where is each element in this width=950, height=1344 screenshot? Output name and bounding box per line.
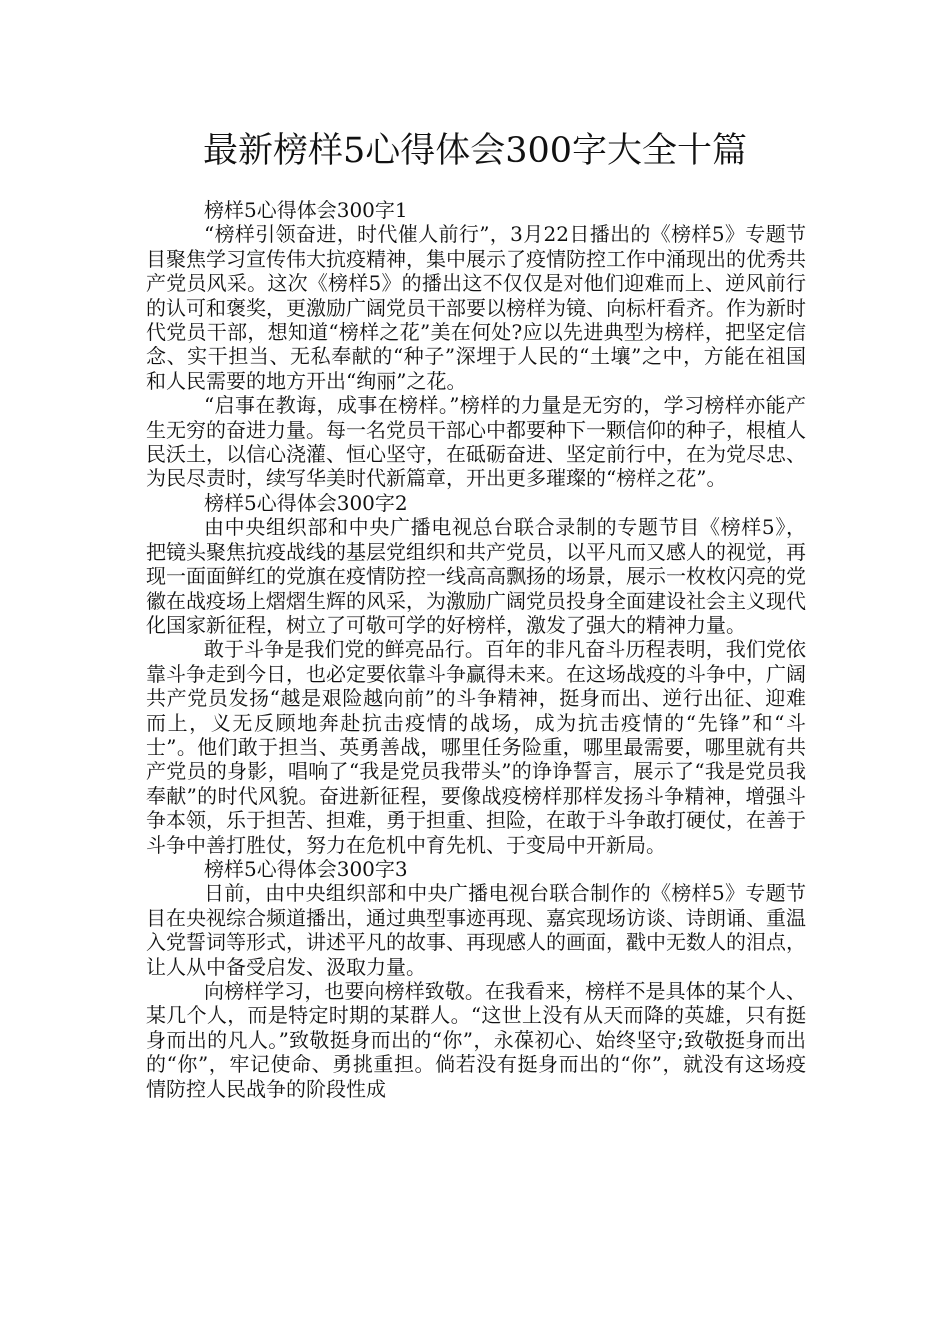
paragraph: 敢于斗争是我们党的鲜亮品行。百年的非凡奋斗历程表明，我们党依靠斗争走到今日，也必定要依靠斗争赢得未来。在这场战疫的斗争中，广阔共产党员发扬“越是艰险越向前”的斗争精神，挺身而出、逆行出征、迎难而上，义无反顾地奔赴抗击疫情的战场，成为抗击疫情的“先锋”和“斗士”。他们敢于担当、英勇善战，哪里任务险重，哪里最需要，哪里就有共产党员的身影，唱响了“我是党员我带头”的诤诤誓言，展示了“我是党员我奉献”的时代风貌。奋进新征程，要像战疫榜样那样发扬斗争精神，增强斗争本领，乐于担苦、担难，勇于担重、担险，在敢于斗争敢打硬仗，在善于斗争中善打胜仗，努力在危机中育先机、于变局中开新局。 xyxy=(146,637,806,857)
section-heading-2: 榜样5心得体会300字2 xyxy=(204,490,408,515)
paragraph: 向榜样学习，也要向榜样致敬。在我看来，榜样不是具体的某个人、某几个人，而是特定时期的某群人。“这世上没有从天而降的英雄，只有挺身而出的凡人。”致敬挺身而出的“你”，永葆初心、始终坚守;致敬挺身而出的“你”，牢记使命、勇挑重担。倘若没有挺身而出的“你”，就没有这场疫情防控人民战争的阶段性成 xyxy=(146,979,806,1101)
paragraph: 由中央组织部和中央广播电视总台联合录制的专题节目《榜样5》，把镜头聚焦抗疫战线的基层党组织和共产党员，以平凡而又感人的视觉，再现一面面鲜红的党旗在疫情防控一线高高飘扬的场景，展示一枚枚闪亮的党徽在战疫场上熠熠生辉的风采，为激励广阔党员投身全面建设社会主义现代化国家新征程，树立了可敬可学的好榜样，激发了强大的精神力量。 xyxy=(146,515,806,637)
paragraph: 日前，由中央组织部和中央广播电视台联合制作的《榜样5》专题节目在央视综合频道播出，通过典型事迹再现、嘉宾现场访谈、诗朗诵、重温入党誓词等形式，讲述平凡的故事、再现感人的画面，戳中无数人的泪点，让人从中备受启发、汲取力量。 xyxy=(146,881,806,979)
section-heading-1: 榜样5心得体会300字1 xyxy=(204,198,408,222)
paragraph: “榜样引领奋进，时代催人前行”，3月22日播出的《榜样5》专题节目聚焦学习宣传伟大抗疫精神，集中展示了疫情防控工作中涌现出的优秀共产党员风采。这次《榜样5》的播出这不仅仅是对他们迎难而上、逆风前行的认可和褒奖，更激励广阔党员干部要以榜样为镜、向标杆看齐。作为新时代党员干部，想知道“榜样之花”美在何处?应以先进典型为榜样，把坚定信念、实干担当、无私奉献的“种子”深埋于人民的“土壤”之中，方能在祖国和人民需要的地方开出“绚丽”之花。 xyxy=(146,222,806,393)
document-body xyxy=(146,198,806,1101)
section-heading-3: 榜样5心得体会300字3 xyxy=(204,856,408,881)
paragraph: “启事在教诲，成事在榜样。”榜样的力量是无穷的，学习榜样亦能产生无穷的奋进力量。每一名党员干部心中都要种下一颗信仰的种子，根植人民沃土，以信心浇灌、恒心坚守，在砥砺奋进、坚定前行中，在为党尽忠、为民尽责时，续写华美时代新篇章，开出更多璀璨的“榜样之花”。 xyxy=(146,393,806,491)
document-title: 最新榜样5心得体会300字大全十篇 xyxy=(202,131,748,171)
